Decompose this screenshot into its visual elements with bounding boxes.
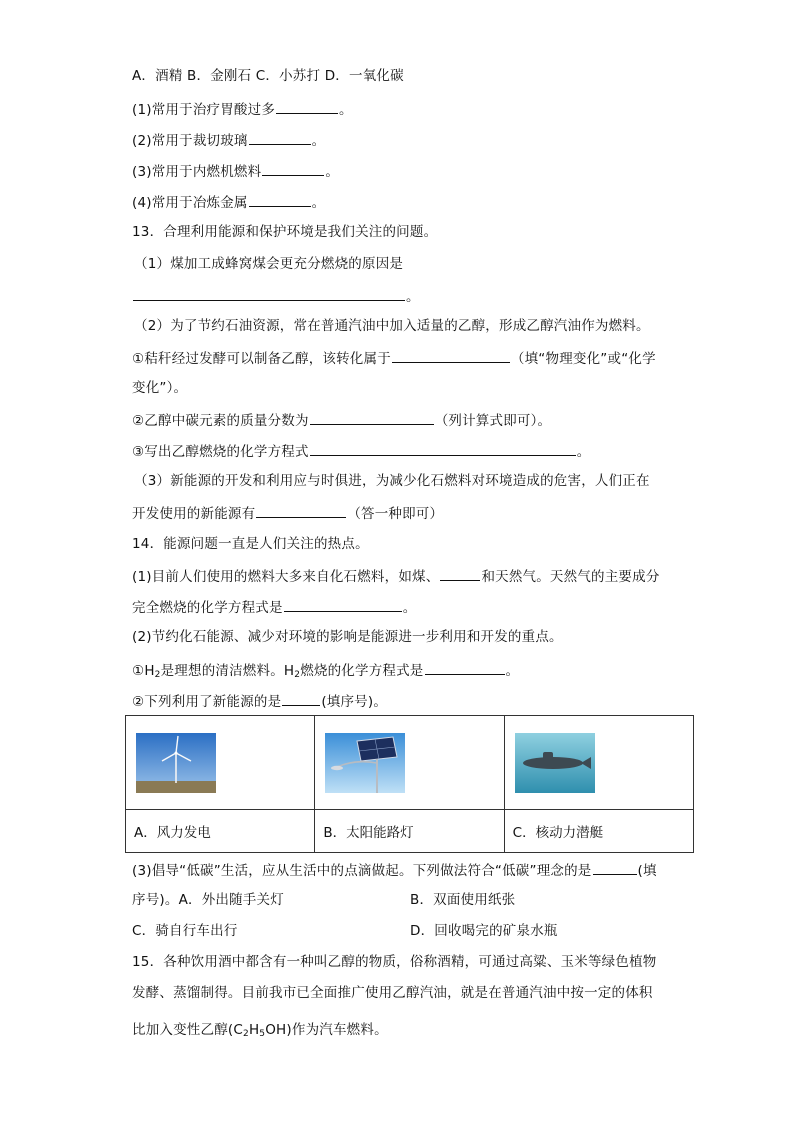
q15-line-2: 发酵、蒸馏制得。目前我市已全面推广使用乙醇汽油，就是在普通汽油中按一定的体积 xyxy=(132,985,653,1001)
q12-item-3 xyxy=(132,161,339,181)
q14-part1-cont-text: 完全燃烧的化学方程式是 xyxy=(132,600,283,616)
q15-line-1: 15．各种饮用酒中都含有一种叫乙醇的物质，俗称酒精，可通过高粱、玉米等绿色植物 xyxy=(132,954,657,970)
q13-part3-hint: （答一种即可） xyxy=(347,506,444,522)
subscript: 2 xyxy=(154,670,161,680)
q13-part3-cont xyxy=(132,503,443,523)
q14-part2b-text: ②下列利用了新能源的是 xyxy=(132,694,282,710)
q14-part3-opt-c: C．骑自行车出行 xyxy=(132,923,238,939)
answer-blank[interactable] xyxy=(249,130,311,145)
q14-part3-opt-a: 序号)。A．外出随手关灯 xyxy=(132,892,284,908)
q13-stem: 13．合理利用能源和保护环境是我们关注的问题。 xyxy=(132,224,438,240)
wind-image-cell xyxy=(126,716,315,810)
h2-symbol: H xyxy=(144,663,155,679)
q13-part2c xyxy=(132,441,590,461)
q12-item-4-end: 。 xyxy=(311,195,326,211)
subscript: 2 xyxy=(294,670,301,680)
solar-streetlight-image xyxy=(325,733,405,793)
q13-part2a xyxy=(132,348,656,368)
subscript: 5 xyxy=(259,1029,266,1039)
q13-part2a-text: ①秸秆经过发酵可以制备乙醇，该转化属于 xyxy=(132,351,391,367)
q13-part2b xyxy=(132,410,551,430)
q14-part3-opt-d: D．回收喝完的矿泉水瓶 xyxy=(410,923,558,939)
answer-blank[interactable] xyxy=(249,192,311,207)
q14-stem: 14．能源问题一直是人们关注的热点。 xyxy=(132,536,369,552)
option-b-label: B．太阳能路灯 xyxy=(315,810,504,853)
q12-item-2-end: 。 xyxy=(311,133,326,149)
q14-part3 xyxy=(132,860,657,880)
q12-item-1-end: 。 xyxy=(339,102,353,118)
answer-blank[interactable] xyxy=(310,441,576,456)
answer-blank[interactable] xyxy=(133,286,405,301)
option-a-label: A．风力发电 xyxy=(126,810,315,853)
subscript: 2 xyxy=(243,1029,249,1039)
q14-part2b-hint: (填序号)。 xyxy=(321,694,388,710)
wind-turbine-image xyxy=(136,733,216,793)
q14-part3-text: (3)倡导“低碳”生活，应从生活中的点滴做起。下列做法符合“低碳”理念的是 xyxy=(132,863,592,879)
q13-part2a-hint: （填“物理变化”或“化学 xyxy=(510,351,656,367)
nuclear-submarine-image xyxy=(515,733,595,793)
q12-item-3-end: 。 xyxy=(325,164,340,180)
q12-item-4-text: (4)常用于冶炼金属 xyxy=(132,195,248,211)
q14-part2a-text: 是理想的清洁燃料。H xyxy=(160,663,295,679)
q13-part2c-text: ③写出乙醇燃烧的化学方程式 xyxy=(132,444,309,460)
q14-part2a-end: 。 xyxy=(505,663,520,679)
q14-part1 xyxy=(132,566,660,586)
q15-text: H xyxy=(248,1022,260,1038)
q14-part1-text: (1)目前人们使用的燃料大多来自化石燃料，如煤、 xyxy=(132,569,440,585)
q14-part3-hint: (填 xyxy=(637,863,657,879)
q14-part2a xyxy=(132,660,519,684)
q12-item-4 xyxy=(132,192,325,212)
answer-blank[interactable] xyxy=(276,99,338,114)
q14-part3-opt-b: B．双面使用纸张 xyxy=(410,892,516,908)
q14-part2a-num: ① xyxy=(132,663,145,679)
energy-options-table xyxy=(125,715,694,853)
q13-part1-answer xyxy=(132,286,420,306)
answer-blank[interactable] xyxy=(392,348,510,363)
solar-image-cell xyxy=(315,716,504,810)
q13-part2b-hint: （列计算式即可）。 xyxy=(434,413,552,429)
q12-options: A．酒精 B．金刚石 C．小苏打 D．一氧化碳 xyxy=(132,68,404,84)
q15-text: 比加入变性乙醇(C xyxy=(132,1022,243,1038)
q12-item-2-text: (2)常用于裁切玻璃 xyxy=(132,133,248,149)
q12-item-3-text: (3)常用于内燃机燃料 xyxy=(132,164,262,180)
answer-blank[interactable] xyxy=(284,597,402,612)
q15-line-3 xyxy=(132,1021,388,1043)
answer-blank[interactable] xyxy=(256,503,346,518)
q13-part1-end: 。 xyxy=(406,289,420,305)
q14-part2b xyxy=(132,691,387,711)
option-c-label: C．核动力潜艇 xyxy=(504,810,693,853)
answer-blank[interactable] xyxy=(310,410,434,425)
q14-part1-end: 。 xyxy=(402,600,417,616)
q12-item-1-text: (1)常用于治疗胃酸过多 xyxy=(132,102,276,118)
submarine-image-cell xyxy=(504,716,693,810)
q12-item-2 xyxy=(132,130,325,150)
q13-part2b-text: ②乙醇中碳元素的质量分数为 xyxy=(132,413,309,429)
q14-part1-text2: 和天然气。天然气的主要成分 xyxy=(481,569,660,585)
answer-blank[interactable] xyxy=(282,691,320,706)
q13-part3-text: 开发使用的新能源有 xyxy=(132,506,256,522)
q13-part3: （3）新能源的开发和利用应与时俱进，为减少化石燃料对环境造成的危害，人们正在 xyxy=(134,473,650,489)
q14-part1-cont xyxy=(132,597,416,617)
q13-part2a-cont: 变化”）。 xyxy=(132,380,188,396)
q13-part2c-end: 。 xyxy=(576,444,591,460)
q12-item-1 xyxy=(132,99,353,119)
answer-blank[interactable] xyxy=(593,860,637,875)
q15-text: OH)作为汽车燃料。 xyxy=(265,1022,388,1038)
q13-part1: （1）煤加工成蜂窝煤会更充分燃烧的原因是 xyxy=(134,256,404,272)
answer-blank[interactable] xyxy=(425,660,505,675)
answer-blank[interactable] xyxy=(262,161,324,176)
answer-blank[interactable] xyxy=(440,566,480,581)
q14-part2a-text2: 燃烧的化学方程式是 xyxy=(300,663,424,679)
q14-part2: (2)节约化石能源、减少对环境的影响是能源进一步利用和开发的重点。 xyxy=(132,629,563,645)
q13-part2: （2）为了节约石油资源，常在普通汽油中加入适量的乙醇，形成乙醇汽油作为燃料。 xyxy=(134,318,650,334)
